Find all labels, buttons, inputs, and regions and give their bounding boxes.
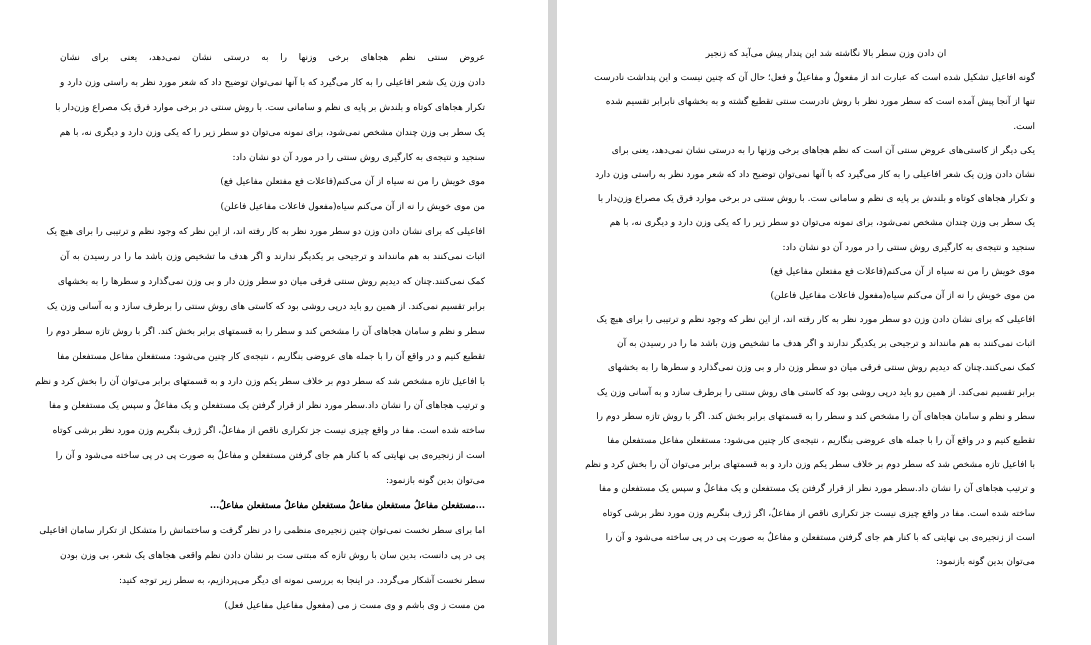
text-line: گونه افاعیل تشکیل شده است که عبارت اند از مفعولُ و مفاعیلُ و فعل؛ حال آن که چنین نیست و این پنداشت نادرست [594, 73, 1035, 84]
text-line: دادن وزن یک شعر افاعیلی را به کار می‌گیرد که با آنها نمی‌توان توضیح داد که شعر مورد نظر به راستی وزن دارد و [60, 77, 485, 88]
text-line: یک سطر بی وزن چندان مشخص نمی‌شود، برای نمونه می‌توان دو سطر زیر را که یکی وزن دارد و دیگری نه، با هم [609, 218, 1035, 229]
text-line: اثبات نمی‌کنند به هم مانند‌اند و ترجیحی بر یکدیگر ندارند و اگر هدف ما تشخیص وزن باشد ما را در رسیدن به آن [617, 339, 1035, 350]
page-gutter [548, 0, 557, 645]
text-line: ساخته شده است. مفا در واقع چیزی نیست جز تکراری ناقص از مفاعلُ، اگر ژرف بنگریم وزن مورد نظر برشی کوتاه [602, 508, 1035, 519]
text-line: نشان دادن وزن یک شعر افاعیلی را به کار می‌گیرد که با آنها نمی‌توان توضیح داد که شعر مورد نظر به راستی وزن دارد [595, 169, 1035, 180]
text-line: با افاعیل تازه مشخص شد که سطر دوم بر خلاف سطر یکم وزن دارد و به قسمتهای برابر می‌توان آن را بخش کرد و نظم [35, 376, 485, 387]
text-line: کمک نمی‌کنند.چنان که دیدیم روش سنتی فرقی میان دو سطر وزن دار و بی وزن نمی‌گذارد و سطرها را به بخشهای [57, 277, 485, 288]
text-line: تکرار هجاهای کوتاه و بلندش بر پایه ی نظم و سامانی ست. با روش سنتی در برخی موارد فرق یک مصراع وزن‌دار با [55, 102, 485, 113]
text-line: و ترتیب هجاهای آن را نشان داد.سطر مورد نظر از قرار گرفتن یک مستفعلن و یک مفاعلُ و سپس یک مستفعلن و مفا [49, 401, 485, 412]
text-line: و ترتیب هجاهای آن را نشان داد.سطر مورد نظر از قرار گرفتن یک مستفعلن و یک مفاعلُ و سپس یک مستفعلن و مفا [599, 484, 1035, 495]
text-line: سطر و نظم و سامان هجاهای آن را مشخص کند و سطر را به قسمتهای برابر بخش کند. اگر با روش تازه سطر دوم را [46, 326, 485, 337]
text-line: سطر نخست آشکار می‌گردد. در اینجا به بررسی نمونه ای دیگر می‌پردازیم، به سطر زیر توجه کنید: [119, 575, 485, 586]
text-line: می‌توان بدین گونه بازنمود: [935, 556, 1035, 567]
text-line: تقطیع کنیم و در واقع آن را با جمله های عروضی بنگاریم ، نتیجه‌ی کار چنین می‌شود: مستفعلن مفاعل مستفعلن مفا [57, 351, 485, 362]
meter-chain-line: ...مستفعلن مفاعلُ مستفعلن مفاعلُ مستفعلن مفاعلُ مستفعلن مفاعلُ... [209, 501, 485, 512]
page-body [585, 42, 1035, 574]
text-line: تنها از آنجا پیش آمده است که سطر مورد نظر با روش نادرست سنتی تقطیع گشته و به بخشهای نابرابر تقسیم شده [605, 97, 1035, 108]
text-line: عروض سنتی نظم هجاهای برخی وزنها را به درستی نشان نمی‌دهد، یعنی برای نشان [60, 53, 485, 63]
text-line: ان دادن وزن سطر بالا نگاشته شد این پندار پیش می‌آید که زنجیر [705, 49, 947, 59]
text-line: اثبات نمی‌کنند به هم مانند‌اند و ترجیحی بر یکدیگر ندارند و اگر هدف ما تشخیص وزن باشد ما را در رسیدن به آن [60, 252, 485, 263]
text-line: پی در پی دانست، بدین سان با روش تازه که مبتنی ست بر نشان دادن نظم واقعی هجاهای یک شعر، بی وزن بودن [60, 550, 485, 561]
text-line: سنجید و نتیجه‌ی به کارگیری روش سنتی را در مورد آن دو نشان داد: [782, 242, 1035, 253]
text-line: ساخته شده است. مفا در واقع چیزی نیست جز تکراری ناقص از مفاعلُ، اگر ژرف بنگریم وزن مورد نظر برشی کوتاه [52, 426, 485, 437]
document-page-right [557, 0, 1091, 645]
verse-line: من موی خویش را نه از آن می‌کنم سیاه(مفعول فاعلات مفاعیل فاعلن) [770, 290, 1035, 301]
text-line: و تکرار هجاهای کوتاه و بلندش بر پایه ی نظم و سامانی ست. با روش سنتی در برخی موارد فرق یک مصراع وزن‌دار با [597, 194, 1035, 205]
text-line: سنجید و نتیجه‌ی به کارگیری روش سنتی را در مورد آن دو نشان داد: [232, 152, 485, 163]
verse-line: من موی خویش را نه از آن می‌کنم سیاه(مفعول فاعلات مفاعیل فاعلن) [220, 202, 485, 213]
verse-line: موی خویش را من نه سیاه از آن می‌کنم(فاعلات فع مفتعلن مفاعیل فع) [770, 266, 1035, 277]
text-line: است از زنجیره‌ی بی نهایتی که با کنار هم جای گرفتن مستفعلن و مفاعلُ به صورت پی در پی ساخته می‌شود و آن را [605, 532, 1035, 543]
text-line: برابر تقسیم نمی‌کند. از همین رو باید درپی روشی بود که کاستی های روش سنتی را برطرف سازد و به آسانی وزن یک [596, 387, 1035, 398]
text-line: می‌توان بدین گونه بازنمود: [385, 476, 485, 487]
text-line: کمک نمی‌کنند.چنان که دیدیم روش سنتی فرقی میان دو سطر وزن دار و بی وزن نمی‌گذارد و سطرها را به بخشهای [607, 363, 1035, 374]
page-body [35, 46, 485, 618]
text-line: با افاعیل تازه مشخص شد که سطر دوم بر خلاف سطر یکم وزن دارد و به قسمتهای برابر می‌توان آن را بخش کرد و نظم [585, 460, 1035, 471]
text-line: تقطیع کنیم و در واقع آن را با جمله های عروضی بنگاریم ، نتیجه‌ی کار چنین می‌شود: مستفعلن مفاعل مستفعلن مفا [607, 436, 1035, 446]
text-line: اما برای سطر نخست نمی‌توان چنین زنجیره‌ی منظمی را در نظر گرفت و ساختمانش را متشکل از تکرار سامان افاعیلی [39, 525, 485, 536]
text-line: برابر تقسیم نمی‌کند. از همین رو باید درپی روشی بود که کاستی های روش سنتی را برطرف سازد و به آسانی وزن یک [46, 301, 485, 312]
verse-line: من مست ز وی باشم و وی مست ز می (مفعول مفاعیل مفاعیل فعل) [224, 600, 485, 611]
verse-line: موی خویش را من نه سیاه از آن می‌کنم(فاعلات فع مفتعلن مفاعیل فع) [220, 177, 485, 188]
text-line: افاعیلی که برای نشان دادن وزن دو سطر مورد نظر به کار رفته اند، از این نظر که وجود نظم و ترتیبی را برای هیچ یک [596, 315, 1035, 326]
text-line: سطر و نظم و سامان هجاهای آن را مشخص کند و سطر را به قسمتهای برابر بخش کند. اگر با روش تازه سطر دوم را [596, 411, 1035, 422]
text-line: است از زنجیره‌ی بی نهایتی که با کنار هم جای گرفتن مستفعلن و مفاعلُ به صورت پی در پی ساخته می‌شود و آن را [55, 451, 485, 462]
text-line: یکی دیگر از کاستی‌های عروض سنتی آن است که نظم هجاهای برخی وزنها را به درستی نشان نمی‌دهد، یعنی برای [611, 145, 1035, 156]
text-line: یک سطر بی وزن چندان مشخص نمی‌شود، برای نمونه می‌توان دو سطر زیر را که یکی وزن دارد و دیگری نه، با هم [59, 127, 485, 138]
text-line: افاعیلی که برای نشان دادن وزن دو سطر مورد نظر به کار رفته اند، از این نظر که وجود نظم و ترتیبی را برای هیچ یک [46, 227, 485, 238]
text-line: است. [1013, 121, 1035, 132]
